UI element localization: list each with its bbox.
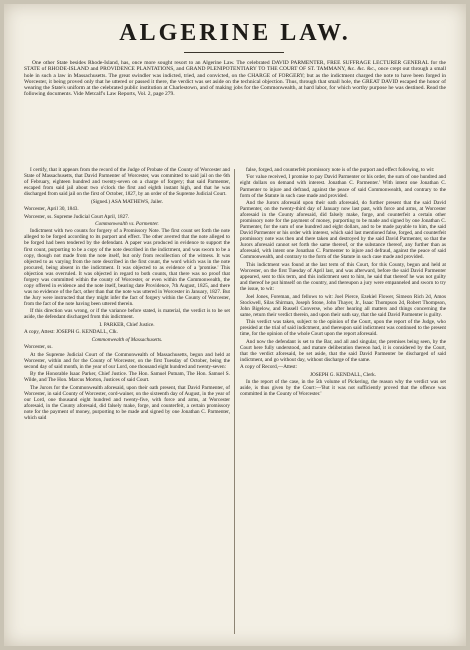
left-column-paragraph: I certify, that it appears from the record of the Judge of Probate of the County of Worcester and State of Massachusetts, that David Parmenter of Worcester, was committed to said jail on the 6th of February, eighteen hundred and twenty-seven on a charge of forgery; that said Parmenter, escaped from said jail about two o'clock the first and eighth instant high, and that he was discharged from said jail on the first of October, 1827, by an order of the Supreme Judicial Court. — [24, 167, 230, 198]
left-column-paragraph: I. PARKER, Chief Justice. — [99, 321, 155, 328]
column-divider — [234, 169, 235, 634]
left-column-paragraph: Commonwealth vs. Parmenter. — [95, 220, 159, 227]
right-column-paragraph: 'For value received, I promise to pay David Parmenter or his order, the sum of one hundred and eight dollars on demand with interest. Jonathan C. Parmenter.' With intent one Jonathan C. Parmenter to injure and defraud, against the peace of said Commonwealth, and contrary to the form of the Statute in such case made and provided. — [240, 174, 446, 199]
left-column-paragraph: A copy, Attest: JOSEPH G. KENDALL, Clk. — [24, 329, 118, 336]
document-title: ALGERINE LAW. — [119, 20, 351, 46]
right-column — [240, 167, 446, 637]
left-column-paragraph: Worcester, ss. — [24, 344, 53, 351]
left-column-paragraph: Worcester, ss. Supreme Judicial Court April, 1827. — [24, 213, 130, 220]
right-column-paragraph: Joel Jones, Foreman, and fellows to wit: Joel Pierce, Ezekiel Flower, Simeon Rich 2d, Amos Stockwell, Silas Shirman, Joseph Stone, John Thayer, Jr., Isaac Thompson 2d, Robert Thompson, John Bigelow, and Russell Converse, who after hearing all matters and things concerning the same, return their verdict therein, and upon their oath say, that the said David Parmenter is guilty. — [240, 293, 446, 318]
right-column-paragraph: This verdict was taken, subject to the opinion of the Court, upon the report of the Judge, who presided at the trial of said indictment, and thereupon said indictment was continued to the present time, for the opinion of the whole Court upon the report aforesaid. — [240, 319, 446, 338]
right-column-paragraph: false, forged, and counterfeit promissory note is of the purport and effect following, to wit: — [246, 167, 435, 173]
right-column-paragraph: And now the defendant is set to the Bar, and all and singular, the premises being seen, by the Court here fully understood, and mature deliberation thereon had, it is considered by the Court, that the verdict aforesaid, be set aside, that the said David Parmenter be discharged of said indictment, and go without day, without discharge of the same. — [240, 338, 446, 363]
left-column-paragraph: (Signed.) ASA MATHEWS, Jailer. — [90, 198, 164, 205]
left-column — [24, 167, 230, 637]
left-column-paragraph: If this direction was wrong, or if the variance before stated, is material, the verdict is to be set aside, the defendant discharged from this indictment. — [24, 308, 230, 321]
right-column-paragraph: In the report of the case, in the 5th volume of Pickering, the reason why the verdict was set aside, is thus given by the Court:—'But it was not sufficiently proved that the offence was committed in the County of Worcester.' — [240, 379, 446, 398]
broadside-page — [4, 4, 466, 646]
left-column-paragraph: At the Supreme Judicial Court of the Commonwealth of Massachusetts, begun and held at Worcester, within and for the County of Worcester, on the first Tuesday of October, being the second day of said month, in the year of our Lord, one thousand eight hundred and twenty-seven: — [24, 351, 230, 370]
title-rule — [184, 52, 284, 53]
intro-paragraph: One other State besides Rhode-Island, has, once more sought resort to an Algerine Law. The celebrated DAVID PARMENTER, FREE SUFFRAGE LECTURER GENERAL for the STATE of RHODE-ISLAND and PROVIDENCE PLANTATIONS, and GRAND PLENIPOTENTIARY TO THE COURT OF ST. TAMMANY, &c. &c. &c., once crept out through a small hole in such a law in Massachusetts. The great swindler was indicted, tried, and convicted, on the CHARGE of FORGERY; but as the indictment charged the note to have been forged in Worcester, it being proved only that he uttered or passed it there, the verdict was set aside on the technical objection. Thus, through that small hole, the GREAT DAVID escaped the honor of wearing the State's uniform at the celebrated public institution at Charlestown, and of making jobs for the Commonwealth, at hard labor, for which worthy purpose he was destined. Read the following documents. Vide Metcalf's Law Reports, Vol. 2, page 279. — [24, 60, 446, 98]
right-column-paragraph: JOSEPH G. KENDALL, Clerk. — [310, 371, 376, 378]
left-column-paragraph: Worcester, April 30, 1843. — [24, 206, 79, 213]
left-column-paragraph: The Jurors for the Commonwealth aforesaid, upon their oath present, that David Parmenter, of Worcester, in said County of Worcester, cord-wainer, on the sixteenth day of August, in the year of our Lord, one thousand eight hundred and twenty-five, with force and arms, at Worcester aforesaid, in the County aforesaid, did falsely make, forge, and counterfeit, a certain promissory note for the payment of money, purporting to be made and signed by one Jonathan C. Parmenter, which said — [24, 384, 230, 421]
right-column-paragraph: And the Jurors aforesaid upon their oath aforesaid, do further present that the said David Parmenter, on the twenty-third day of January now last past, with force and arms, at Worcester aforesaid in the County aforesaid, did falsely make, forge, and counterfeit a certain other promissory note for the payment of money, purporting to be made and signed by one Jonathan C. Parmenter, for the sum of one hundred and eight dollars, and to be made payable to him, the said David Parmenter or his order with interest, which said last mentioned false, forged, and counterfeit promissory note was then and there taken and destroyed by the said David Parmenter, so that the Jurors aforesaid cannot set forth the same thereof, or the substance thereof, any further than as aforesaid, with intent one Jonathan C. Parmenter to injure and defraud, against the peace of said Commonwealth, and contrary to the form of the Statute in such case made and provided. — [240, 200, 446, 261]
right-column-paragraph: This indictment was found at the last term of this Court, for this County, begun and held at Worcester, on the first Tuesday of April last, and was afterward, before the said David Parmenter appeared, sent to this term, and this indictment sent to him, he said that thereof he was not guilty and thereof he put himself on the country, and thereupon a jury were empanneled and sworn to try the issue, to wit: — [240, 261, 446, 293]
left-column-paragraph: By the Honorable Isaac Parker, Chief Justice. The Hon. Samuel Putnam, The Hon. Samuel S. Wilde, and The Hon. Marcus Morton, Justices of said Court. — [24, 371, 230, 384]
left-column-paragraph: Indictment with two counts for forgery of a Promissory Note. The first count set forth the note alleged to be forged according to its purport and effect. The other averred that the note alleged to be forged had been tendered by the defendant. A paper was produced in evidence to support the first count, purporting to be a copy of the note described in the indictment, and was sworn to be a copy, though not made from the note itself, but only from recollection of the witness. It was objected to as varying from the note described in the first count, the word which was in the note procured, being absent in the indictment. It was objected to as evidence of a 'promise.' This objection was overruled. It was objected in regard to both counts, that there was no proof that forgery was committed within the county of Worcester, or even within the Commonwealth, the copy offered in evidence and the note itself, bearing date Providence, 7th August, 1825, and there was no evidence of the fact, other than that the note was uttered in Worcester in January, 1827. But the Jury were instructed that they might infer the fact of forgery within the County of Worcester, from the fact of the note having been uttered therein. — [24, 228, 230, 307]
left-column-paragraph: Commonwealth of Massachusetts. — [91, 336, 163, 343]
right-column-paragraph: A copy of Record,—Attest: — [240, 364, 298, 371]
